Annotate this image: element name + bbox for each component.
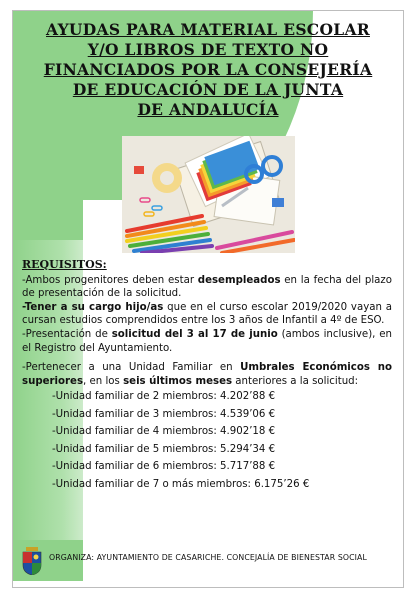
text-fragment: -Pertenecer a una Unidad Familiar en (22, 362, 241, 374)
organizer-text: ORGANIZA: AYUNTAMIENTO DE CASARICHE. CONCEJALÍA DE BIENESTAR SOCIAL (49, 553, 367, 562)
text-fragment: -Ambos progenitores deben estar (22, 274, 198, 286)
income-threshold-7-plus: -Unidad familiar de 7 o más miembros: 6.175’26 € (52, 478, 310, 490)
income-threshold-4: -Unidad familiar de 4 miembros: 4.902’18 € (52, 426, 276, 438)
title-line-4: DE EDUCACIÓN DE LA JUNTA (72, 80, 344, 99)
requirement-unemployed (22, 274, 392, 301)
title-line-2: Y/O LIBROS DE TEXTO NO (87, 40, 329, 59)
title-line-5: DE ANDALUCÍA (137, 100, 279, 119)
footer (22, 547, 402, 577)
poster-title (30, 20, 386, 120)
bold-text: seis últimos meses (123, 375, 233, 387)
bold-text: Umbrales Económicos (240, 362, 370, 374)
title-line-1: AYUDAS PARA MATERIAL ESCOLAR (46, 20, 370, 39)
municipal-crest-icon (22, 547, 42, 575)
bold-text: -Tener a su cargo hijo/as (22, 301, 164, 313)
text-fragment: , en los (83, 375, 124, 387)
text-fragment: en la fecha del plazo de presentación de la solicitud. (22, 274, 392, 300)
text-fragment: (ambos inclusive), en el Registro del Ayuntamiento. (22, 328, 392, 354)
school-supplies-image (122, 136, 295, 253)
requirement-children (22, 301, 392, 328)
bold-text: no superiores (22, 362, 392, 387)
requirement-application-dates (22, 328, 392, 355)
text-fragment: anteriores a la solicitud: (232, 375, 359, 387)
income-threshold-3: -Unidad familiar de 3 miembros: 4.539’06 € (52, 408, 276, 420)
income-threshold-5: -Unidad familiar de 5 miembros: 5.294’34 € (52, 443, 276, 455)
bold-text: desempleados (197, 274, 281, 286)
title-line-3: FINANCIADOS POR LA CONSEJERÍA (43, 60, 373, 79)
requirement-income-thresholds (22, 361, 392, 388)
bold-text: solicitud del 3 al 17 de junio (111, 328, 278, 340)
text-fragment: -Presentación de (22, 328, 112, 340)
text-fragment: que en el curso escolar 2019/2020 vayan a cursan estudios comprendidos entre los 3 años de Infantil a 4º de ESO. (22, 301, 392, 327)
requirements-section (22, 258, 392, 493)
requirements-heading: REQUISITOS: (22, 258, 107, 271)
income-threshold-2: -Unidad familiar de 2 miembros: 4.202’88 € (52, 391, 276, 403)
income-threshold-6: -Unidad familiar de 6 miembros: 5.717’88 € (52, 461, 276, 473)
